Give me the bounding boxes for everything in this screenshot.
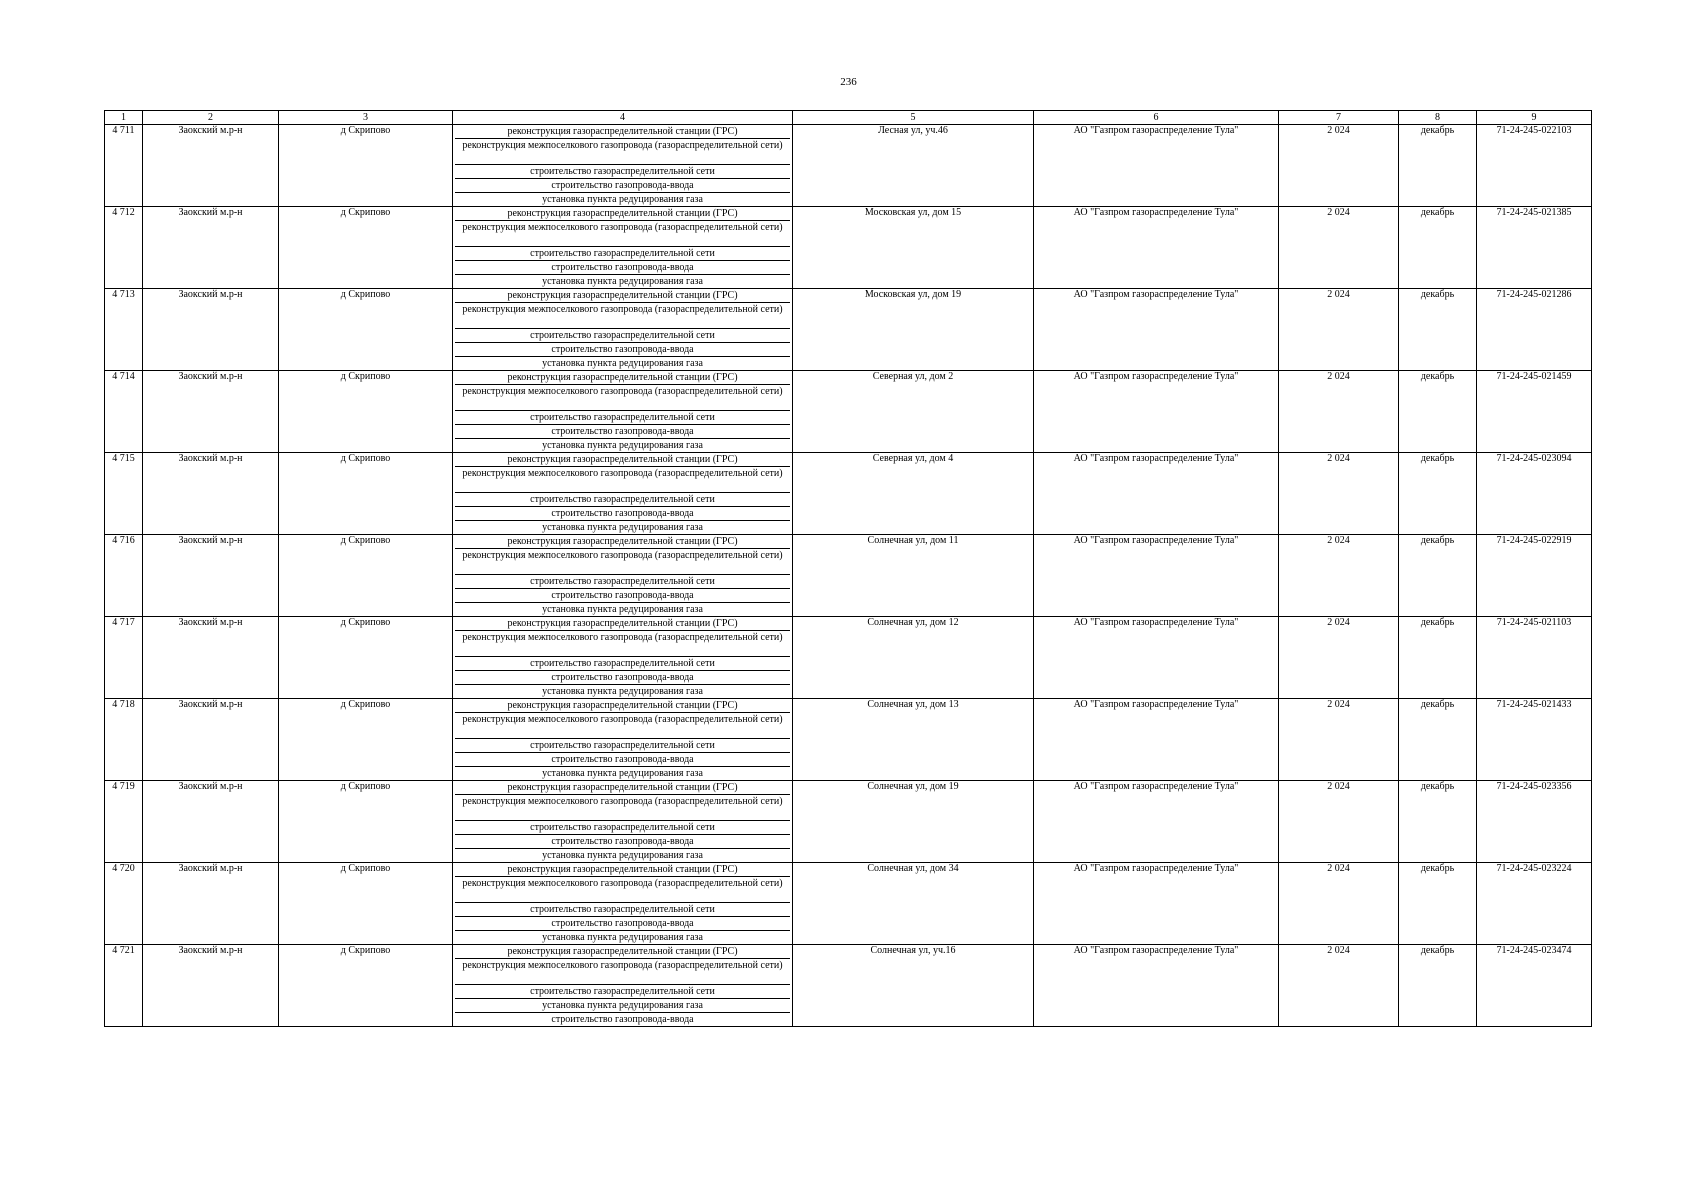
settlement-cell: д Скрипово	[279, 945, 453, 1027]
year-cell: 2 024	[1279, 125, 1399, 207]
operator-cell: АО "Газпром газораспределение Тула"	[1034, 207, 1279, 289]
column-header: 3	[279, 111, 453, 125]
table-row	[105, 207, 1592, 289]
month-cell: декабрь	[1399, 945, 1477, 1027]
code-cell: 71-24-245-023094	[1477, 453, 1592, 535]
row-number-cell: 4 716	[105, 535, 143, 617]
row-number-cell: 4 712	[105, 207, 143, 289]
settlement-cell: д Скрипово	[279, 617, 453, 699]
address-cell: Солнечная ул, дом 13	[793, 699, 1034, 781]
work-item: установка пункта редуцирования газа	[455, 684, 790, 698]
operator-cell: АО "Газпром газораспределение Тула"	[1034, 371, 1279, 453]
column-number-header-row	[105, 111, 1592, 125]
work-item: реконструкция межпоселкового газопровода (газораспределительной сети)	[455, 794, 790, 820]
year-cell: 2 024	[1279, 289, 1399, 371]
district-cell: Заокский м.р-н	[143, 863, 279, 945]
row-number-cell: 4 720	[105, 863, 143, 945]
work-item: строительство газопровода-ввода	[455, 670, 790, 684]
district-cell: Заокский м.р-н	[143, 371, 279, 453]
work-item: реконструкция межпоселкового газопровода (газораспределительной сети)	[455, 138, 790, 164]
settlement-cell: д Скрипово	[279, 289, 453, 371]
address-cell: Солнечная ул, дом 19	[793, 781, 1034, 863]
column-header: 4	[453, 111, 793, 125]
year-cell: 2 024	[1279, 863, 1399, 945]
operator-cell: АО "Газпром газораспределение Тула"	[1034, 125, 1279, 207]
works-cell	[453, 863, 793, 945]
settlement-cell: д Скрипово	[279, 125, 453, 207]
column-header: 9	[1477, 111, 1592, 125]
registry-body	[105, 125, 1592, 1027]
work-item: строительство газораспределительной сети	[455, 492, 790, 506]
work-item: реконструкция межпоселкового газопровода (газораспределительной сети)	[455, 630, 790, 656]
works-cell	[453, 207, 793, 289]
settlement-cell: д Скрипово	[279, 781, 453, 863]
works-cell	[453, 535, 793, 617]
month-cell: декабрь	[1399, 453, 1477, 535]
operator-cell: АО "Газпром газораспределение Тула"	[1034, 617, 1279, 699]
year-cell: 2 024	[1279, 453, 1399, 535]
district-cell: Заокский м.р-н	[143, 535, 279, 617]
row-number-cell: 4 717	[105, 617, 143, 699]
row-number-cell: 4 714	[105, 371, 143, 453]
code-cell: 71-24-245-021433	[1477, 699, 1592, 781]
row-number-cell: 4 719	[105, 781, 143, 863]
settlement-cell: д Скрипово	[279, 863, 453, 945]
works-cell	[453, 945, 793, 1027]
work-item: установка пункта редуцирования газа	[455, 520, 790, 534]
work-item: реконструкция межпоселкового газопровода (газораспределительной сети)	[455, 548, 790, 574]
year-cell: 2 024	[1279, 781, 1399, 863]
work-item: строительство газораспределительной сети	[455, 656, 790, 670]
month-cell: декабрь	[1399, 371, 1477, 453]
work-item: установка пункта редуцирования газа	[455, 848, 790, 862]
work-item: реконструкция газораспределительной станции (ГРС)	[507, 454, 738, 465]
work-item: реконструкция газораспределительной станции (ГРС)	[507, 864, 738, 875]
district-cell: Заокский м.р-н	[143, 453, 279, 535]
work-item: реконструкция газораспределительной станции (ГРС)	[507, 536, 738, 547]
month-cell: декабрь	[1399, 699, 1477, 781]
work-item: реконструкция газораспределительной станции (ГРС)	[507, 782, 738, 793]
work-item: реконструкция газораспределительной станции (ГРС)	[507, 208, 738, 219]
work-item: реконструкция газораспределительной станции (ГРС)	[507, 700, 738, 711]
month-cell: декабрь	[1399, 781, 1477, 863]
work-item: строительство газораспределительной сети	[455, 820, 790, 834]
table-row	[105, 289, 1592, 371]
settlement-cell: д Скрипово	[279, 207, 453, 289]
address-cell: Солнечная ул, дом 12	[793, 617, 1034, 699]
column-header: 5	[793, 111, 1034, 125]
settlement-cell: д Скрипово	[279, 371, 453, 453]
address-cell: Северная ул, дом 4	[793, 453, 1034, 535]
district-cell: Заокский м.р-н	[143, 617, 279, 699]
row-number-cell: 4 715	[105, 453, 143, 535]
work-item: установка пункта редуцирования газа	[455, 602, 790, 616]
work-item: реконструкция газораспределительной станции (ГРС)	[507, 618, 738, 629]
works-cell	[453, 371, 793, 453]
month-cell: декабрь	[1399, 617, 1477, 699]
code-cell: 71-24-245-021103	[1477, 617, 1592, 699]
code-cell: 71-24-245-021286	[1477, 289, 1592, 371]
work-item: строительство газораспределительной сети	[455, 246, 790, 260]
code-cell: 71-24-245-022919	[1477, 535, 1592, 617]
district-cell: Заокский м.р-н	[143, 945, 279, 1027]
work-item: реконструкция межпоселкового газопровода (газораспределительной сети)	[455, 466, 790, 492]
work-item: реконструкция газораспределительной станции (ГРС)	[507, 946, 738, 957]
column-header: 2	[143, 111, 279, 125]
work-item: строительство газопровода-ввода	[455, 916, 790, 930]
table-row	[105, 617, 1592, 699]
work-item: строительство газопровода-ввода	[455, 342, 790, 356]
code-cell: 71-24-245-023356	[1477, 781, 1592, 863]
work-item: реконструкция межпоселкового газопровода (газораспределительной сети)	[455, 876, 790, 902]
work-item: строительство газораспределительной сети	[455, 984, 790, 998]
gasification-registry-table	[104, 110, 1592, 1027]
row-number-cell: 4 711	[105, 125, 143, 207]
work-item: строительство газопровода-ввода	[455, 424, 790, 438]
address-cell: Лесная ул, уч.46	[793, 125, 1034, 207]
operator-cell: АО "Газпром газораспределение Тула"	[1034, 289, 1279, 371]
work-item: установка пункта редуцирования газа	[455, 192, 790, 206]
works-cell	[453, 781, 793, 863]
column-header: 6	[1034, 111, 1279, 125]
work-item: реконструкция газораспределительной станции (ГРС)	[507, 372, 738, 383]
code-cell: 71-24-245-021459	[1477, 371, 1592, 453]
table-row	[105, 945, 1592, 1027]
column-header: 1	[105, 111, 143, 125]
district-cell: Заокский м.р-н	[143, 207, 279, 289]
work-item: установка пункта редуцирования газа	[455, 766, 790, 780]
work-item: реконструкция газораспределительной станции (ГРС)	[507, 290, 738, 301]
operator-cell: АО "Газпром газораспределение Тула"	[1034, 945, 1279, 1027]
work-item: строительство газопровода-ввода	[455, 178, 790, 192]
table-row	[105, 699, 1592, 781]
work-item: строительство газораспределительной сети	[455, 164, 790, 178]
code-cell: 71-24-245-023224	[1477, 863, 1592, 945]
month-cell: декабрь	[1399, 863, 1477, 945]
address-cell: Московская ул, дом 15	[793, 207, 1034, 289]
work-item: установка пункта редуцирования газа	[455, 438, 790, 452]
work-item: строительство газораспределительной сети	[455, 738, 790, 752]
address-cell: Солнечная ул, дом 34	[793, 863, 1034, 945]
work-item: строительство газопровода-ввода	[455, 1012, 790, 1026]
address-cell: Солнечная ул, дом 11	[793, 535, 1034, 617]
work-item: строительство газопровода-ввода	[455, 506, 790, 520]
work-item: установка пункта редуцирования газа	[455, 274, 790, 288]
row-number-cell: 4 721	[105, 945, 143, 1027]
row-number-cell: 4 718	[105, 699, 143, 781]
table-row	[105, 863, 1592, 945]
table-row	[105, 125, 1592, 207]
month-cell: декабрь	[1399, 207, 1477, 289]
year-cell: 2 024	[1279, 617, 1399, 699]
work-item: строительство газопровода-ввода	[455, 834, 790, 848]
operator-cell: АО "Газпром газораспределение Тула"	[1034, 535, 1279, 617]
work-item: реконструкция межпоселкового газопровода (газораспределительной сети)	[455, 302, 790, 328]
settlement-cell: д Скрипово	[279, 699, 453, 781]
works-cell	[453, 617, 793, 699]
row-number-cell: 4 713	[105, 289, 143, 371]
works-cell	[453, 125, 793, 207]
table-row	[105, 371, 1592, 453]
month-cell: декабрь	[1399, 535, 1477, 617]
settlement-cell: д Скрипово	[279, 453, 453, 535]
work-item: строительство газопровода-ввода	[455, 260, 790, 274]
year-cell: 2 024	[1279, 945, 1399, 1027]
work-item: реконструкция межпоселкового газопровода (газораспределительной сети)	[455, 958, 790, 984]
settlement-cell: д Скрипово	[279, 535, 453, 617]
table-row	[105, 535, 1592, 617]
column-header: 7	[1279, 111, 1399, 125]
code-cell: 71-24-245-021385	[1477, 207, 1592, 289]
work-item: строительство газопровода-ввода	[455, 752, 790, 766]
works-cell	[453, 453, 793, 535]
code-cell: 71-24-245-022103	[1477, 125, 1592, 207]
work-item: реконструкция межпоселкового газопровода (газораспределительной сети)	[455, 712, 790, 738]
column-header: 8	[1399, 111, 1477, 125]
work-item: установка пункта редуцирования газа	[455, 998, 790, 1012]
table-row	[105, 453, 1592, 535]
page-number: 236	[840, 76, 857, 88]
work-item: установка пункта редуцирования газа	[455, 930, 790, 944]
work-item: строительство газопровода-ввода	[455, 588, 790, 602]
works-cell	[453, 699, 793, 781]
district-cell: Заокский м.р-н	[143, 781, 279, 863]
district-cell: Заокский м.р-н	[143, 289, 279, 371]
work-item: установка пункта редуцирования газа	[455, 356, 790, 370]
district-cell: Заокский м.р-н	[143, 699, 279, 781]
year-cell: 2 024	[1279, 207, 1399, 289]
address-cell: Московская ул, дом 19	[793, 289, 1034, 371]
year-cell: 2 024	[1279, 535, 1399, 617]
table-row	[105, 781, 1592, 863]
code-cell: 71-24-245-023474	[1477, 945, 1592, 1027]
operator-cell: АО "Газпром газораспределение Тула"	[1034, 699, 1279, 781]
operator-cell: АО "Газпром газораспределение Тула"	[1034, 863, 1279, 945]
operator-cell: АО "Газпром газораспределение Тула"	[1034, 781, 1279, 863]
works-cell	[453, 289, 793, 371]
year-cell: 2 024	[1279, 699, 1399, 781]
operator-cell: АО "Газпром газораспределение Тула"	[1034, 453, 1279, 535]
year-cell: 2 024	[1279, 371, 1399, 453]
work-item: строительство газораспределительной сети	[455, 410, 790, 424]
address-cell: Солнечная ул, уч.16	[793, 945, 1034, 1027]
work-item: строительство газораспределительной сети	[455, 328, 790, 342]
district-cell: Заокский м.р-н	[143, 125, 279, 207]
work-item: строительство газораспределительной сети	[455, 574, 790, 588]
month-cell: декабрь	[1399, 125, 1477, 207]
work-item: реконструкция межпоселкового газопровода (газораспределительной сети)	[455, 220, 790, 246]
month-cell: декабрь	[1399, 289, 1477, 371]
work-item: строительство газораспределительной сети	[455, 902, 790, 916]
work-item: реконструкция газораспределительной станции (ГРС)	[507, 126, 738, 137]
work-item: реконструкция межпоселкового газопровода (газораспределительной сети)	[455, 384, 790, 410]
address-cell: Северная ул, дом 2	[793, 371, 1034, 453]
